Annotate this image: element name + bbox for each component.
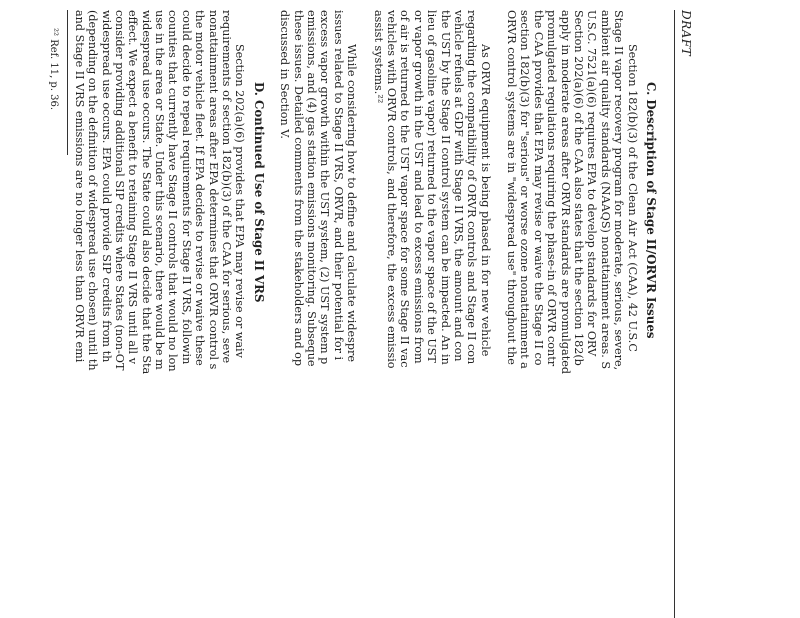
text-line: apply in moderate areas after ORVR standards are promulgated xyxy=(558,10,572,374)
text-line: counties that currently have Stage II controls that would no lon xyxy=(166,10,180,372)
paragraph xyxy=(72,10,246,618)
text-line: While considering how to define and calculate widespre xyxy=(345,44,359,362)
paragraph xyxy=(505,10,639,618)
text-line: ORVR control systems are in "widespread use" throughout the xyxy=(505,10,519,365)
text-line: or vapor growth in the UST and lead to excess emissions from xyxy=(411,10,425,364)
text-line: As ORVR equipment is being phased in for new vehicle xyxy=(478,44,492,357)
text-line: vehicles with ORVR controls, and therefore, the excess emissio xyxy=(384,10,398,369)
header-rule xyxy=(674,10,675,618)
text-line: could decide to repeal requirements for Stage II VRS, followin xyxy=(179,10,193,365)
text-line: the CAA provides that EPA may revise or waive the Stage II co xyxy=(531,10,545,366)
body-text xyxy=(59,10,657,618)
text-line: effect. We expect a benefit to retaining Stage II VRS until all v xyxy=(126,10,140,365)
text-line: Section 202(a)(6) provides that EPA may revise or waiv xyxy=(233,44,247,358)
text-line: widespread use occurs. The State could also decide that the Sta xyxy=(139,10,153,375)
text-line: the motor vehicle fleet. If EPA decides to revise or waive these xyxy=(193,10,207,366)
section-heading: D. Continued Use of Stage II VRS xyxy=(251,82,266,303)
text-line: the UST by the Stage II control system can be impacted. An in xyxy=(438,10,452,365)
text-line: use in the area or State. Under this scenario, there would be m xyxy=(153,10,167,370)
text-line: lieu of gasoline vapor) returned to the vapor space of the UST xyxy=(425,10,439,363)
text-line: widespread use occurs. EPA could provide SIP credits from th xyxy=(99,10,113,363)
text-line: issues related to Stage II VRS, ORVR, and their potential for i xyxy=(331,10,345,361)
text-line: nonattainment areas after EPA determines that ORVR control s xyxy=(206,10,220,370)
paragraph xyxy=(278,10,358,618)
draft-label: DRAFT xyxy=(679,10,693,57)
text-line: requirements of section 182(b)(3) of the CAA for serious, seve xyxy=(220,10,234,364)
text-line: section 182(b)(3) for "serious" or worse ozone nonattainment a xyxy=(518,10,532,369)
text-line: these issues. Detailed comments from the stakeholders and op xyxy=(291,10,305,367)
paragraph xyxy=(371,10,492,618)
text-line: U.S.C. 7521(a)(6) requires EPA to develop standards for ORV xyxy=(585,10,599,357)
section-heading: C. Description of Stage II/ORVR Issues xyxy=(644,82,658,339)
text-line: discussed in Section V. xyxy=(278,10,292,139)
text-line: excess vapor growth within the UST system, (2) UST system p xyxy=(318,10,332,365)
text-line: emissions, and (4) gas station emissions monitoring. Subseque xyxy=(305,10,318,367)
text-line: consider providing additional SIP credits where States (non-OT xyxy=(112,10,126,371)
text-line: of air is returned to the UST vapor space for some Stage II vac xyxy=(398,10,412,368)
text-line: ambient air quality standards (NAAQS) nonattainment areas. S xyxy=(598,10,612,370)
text-line: regarding the compatibility of ORVR controls and Stage II con xyxy=(465,10,479,365)
text-line: promulgated regulations requiring the phase-in of ORVR contr xyxy=(545,10,559,367)
text-line: and Stage II VRS emissions are no longer less than ORVR emi xyxy=(72,10,86,363)
text-line: Section 202(a)(6) of the CAA also states that the section 182(b xyxy=(572,10,586,366)
footnote-rule xyxy=(67,10,68,155)
footnote: ²² Ref. 11, p. 36. xyxy=(48,28,59,111)
text-line: Stage II vapor recovery program for moderate, serious, severe, xyxy=(612,10,626,371)
text-line: assist systems.²² xyxy=(371,10,385,104)
text-line: (depending on the definition of widespread use chosen) until th xyxy=(86,10,100,371)
text-line: vehicle refuels at GDF with Stage II VRS, the amount and con xyxy=(451,10,465,362)
text-line: Section 182(b)(3) of the Clean Air Act (CAA), 42 U.S.C xyxy=(625,44,639,352)
